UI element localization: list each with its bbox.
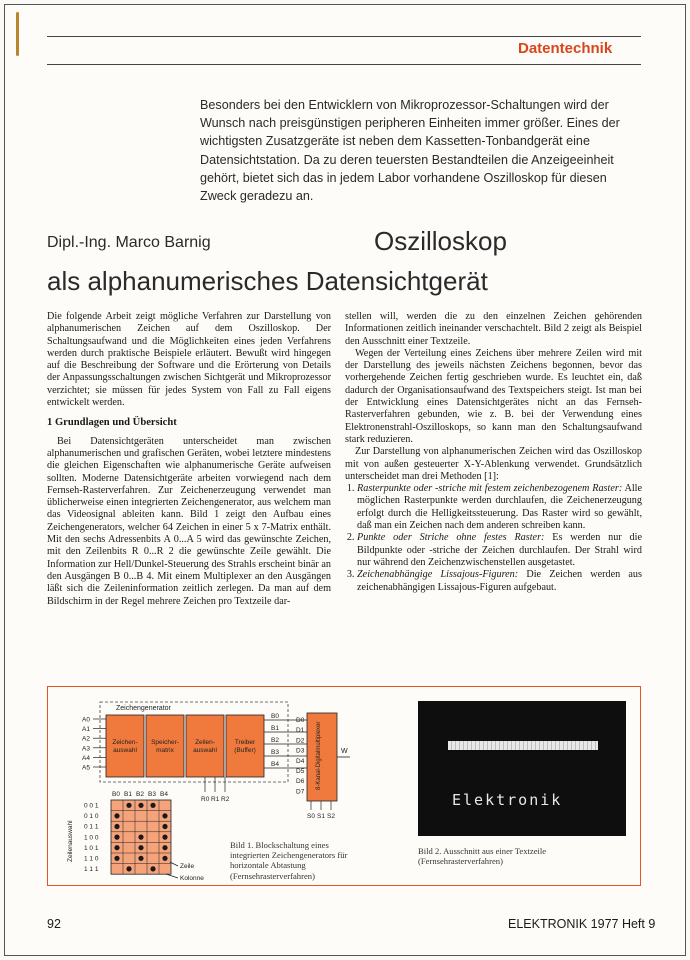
block-label: Zeilen-	[195, 739, 215, 746]
matrix-dot	[150, 866, 155, 871]
list-item-lead: Rasterpunkte oder -striche mit festem zeichenbezogenem Raster:	[357, 483, 623, 495]
address-input-label: A4	[82, 754, 90, 762]
block-row	[106, 715, 264, 777]
matrix-dot	[162, 845, 167, 850]
mux-select-label: S2	[327, 813, 335, 820]
list-item-lead: Zeichenabhängige Lissajous-Figuren:	[357, 569, 519, 581]
matrix-side-label: Zeilenauswahl	[67, 820, 74, 862]
mux-input-label: D1	[296, 727, 305, 735]
address-input-label: A5	[82, 764, 90, 772]
block-label: matrix	[156, 747, 174, 754]
matrix-dot	[138, 803, 143, 808]
journal-info: ELEKTRONIK 1977 Heft 9	[508, 917, 656, 931]
matrix-dot	[114, 813, 119, 818]
matrix-dot	[150, 803, 155, 808]
matrix-col-label: B0	[112, 791, 120, 798]
mux-input-label: D3	[296, 747, 305, 755]
page-number: 92	[47, 917, 61, 931]
matrix-row-label: 1 0 1	[84, 844, 99, 852]
output-b-label: B4	[271, 761, 279, 768]
address-input-label: A3	[82, 745, 90, 753]
address-input-label: A2	[82, 735, 90, 743]
matrix-dot	[114, 835, 119, 840]
generator-label: Zeichengenerator	[116, 705, 171, 712]
block-label: Treiber	[234, 739, 256, 746]
multiplexer-block	[307, 713, 337, 801]
matrix-dot	[114, 845, 119, 850]
address-input-label: A1	[82, 726, 90, 734]
matrix-row-label: 1 1 0	[84, 855, 99, 863]
matrix-dot	[138, 835, 143, 840]
matrix-col-label: B3	[148, 791, 156, 798]
output-b-label: B0	[271, 713, 279, 720]
list-item-text: Die Zeichen werden aus zeichenabhängigen Lissajous-Figuren aufgebaut.	[357, 569, 642, 593]
output-b-label: B3	[271, 749, 279, 756]
article-title-line2: als alphanumerisches Datensichtgerät	[47, 266, 488, 296]
block-speichermatrix	[146, 715, 184, 777]
matrix-row-label: 1 1 1	[84, 866, 99, 874]
row-input-label: R2	[221, 796, 230, 803]
intro-paragraph: Besonders bei den Entwicklern von Mikroprozessor-Schaltungen wird der Wunsch nach preisgünstigen peripheren Einheiten immer größer. Eines der wichtigsten Zusatzgeräte ist neben dem Kassetten-Tonbandgerät eine Datensichtstation. Da zu deren teuersten Bestandteilen die Anzeigeeinheit gehört, bietet sich das in jedem Labor vorhandene Oszilloskop für diesen Zweck geradezu an.	[200, 98, 620, 204]
matrix-col-label: B1	[124, 791, 132, 798]
row-input-label: R1	[211, 796, 220, 803]
matrix-dot	[114, 824, 119, 829]
output-b-label: B1	[271, 725, 279, 732]
matrix-dot	[162, 835, 167, 840]
matrix-row-label: 0 1 1	[84, 823, 99, 831]
address-input-label: A0	[82, 716, 90, 724]
mux-input-label: D6	[296, 778, 305, 786]
block-treiber	[226, 715, 264, 777]
matrix-dot	[114, 856, 119, 861]
row-input-label: R0	[201, 796, 210, 803]
matrix-row-label: 1 0 0	[84, 834, 99, 842]
block-label: auswahl	[113, 747, 137, 754]
matrix-dot	[162, 813, 167, 818]
label-kolonne: Kolonne	[180, 875, 204, 882]
block-label: auswahl	[193, 747, 217, 754]
list-item-lead: Punkte oder Striche ohne festes Raster:	[357, 532, 545, 544]
body-paragraph: Zur Darstellung von alphanumerischen Zeichen wird das Oszilloskop mit von außen gesteuerter X-Y-Ablenkung verwendet. Grundsätzlich unterscheidet man drei Methoden [1]:	[345, 446, 642, 482]
character-matrix	[84, 791, 171, 874]
mux-input-label: D2	[296, 737, 305, 745]
author: Dipl.-Ing. Marco Barnig	[47, 234, 211, 251]
mux-input-label: D0	[296, 717, 305, 724]
screen-text: Elektronik	[452, 791, 563, 809]
body-paragraph: Bei Datensichtgeräten unterscheidet man zwischen alphanumerischen und grafischen Geräten, wobei letztere mindestens die gleichen Eigenschaften wie alphanumerische Geräte aufweisen sollten. Moderne Datensichtgeräte arbeiten vorwiegend nach dem Fernseh-Rasterverfahren. Zur Zeichenerzeugung verwendet man üblicherweise einen integrierten Zeichengenerator, aus welchem man das Videosignal ableiten kann. Bild 1 zeigt den Aufbau eines Zeichengenerators, welcher 64 Zeichen in einer 5 x 7-Matrix enthält. Mit den sechs Adressenbits A 0...A 5 wird das gewünschte Zeichen, mit den Zeilenbits R 0...R 2 die gewünschte Zeile gewählt. Die Information zur Hell/Dunkel-Steuerung des Strahls erscheint binär an den Ausgängen B 0...B 4. Mit einem Multiplexer an den Ausgängen läßt sich die Zeileninformation zeitlich zerlegen. Da man auf dem Bildschirm in der Regel mehrere Zeichen pro Textzeile dar-	[47, 435, 331, 607]
list-item-text: Alle möglichen Rasterpunkte werden durchlaufen, die Zeichenerzeugung erfolgt durch die Helligkeitssteuerung. Das Raster wird so gewählt, daß man ein Zeichen nach dem anderen schreiben kann.	[357, 483, 642, 532]
matrix-row-label: 0 1 0	[84, 813, 99, 821]
block-label: Zeichen-	[112, 739, 138, 746]
oscilloscope-screen	[418, 701, 626, 836]
mux-select-label: S0	[307, 813, 315, 820]
mux-input-label: D5	[296, 768, 305, 775]
figure1-caption: Bild 1. Blockschaltung eines integrierten Zeichengenerators für horizontale Abtastung (Fernsehrasterverfahren)	[230, 840, 348, 881]
block-zeilenauswahl	[186, 715, 224, 777]
matrix-dot	[126, 866, 131, 871]
matrix-row-label: 0 0 1	[84, 802, 99, 810]
article-title-line1: Oszilloskop	[374, 226, 507, 256]
list-item-text: Es werden nur die Bildpunkte oder -striche der Zeichen durchlaufen. Der Strahl wird nur während den Zeichenzwischenstellen ausgetastet.	[357, 532, 642, 568]
mux-label: 8-Kanal-Digitalmultiplexer	[316, 721, 322, 790]
label-zeile: Zeile	[180, 863, 195, 870]
section-title: Datentechnik	[518, 40, 613, 57]
block-label: Speicher-	[151, 739, 179, 746]
scan-line-bar	[448, 741, 598, 750]
section-heading: 1 Grundlagen und Übersicht	[47, 417, 177, 429]
mux-input-label: D4	[296, 757, 305, 765]
kolonne-pointer	[166, 874, 178, 878]
block-label: (Buffer)	[234, 747, 256, 754]
body-paragraph: Wegen der Verteilung eines Zeichens über mehrere Zeilen wird mit der Darstellung des jeweils nächsten Zeichens begonnen, bevor das vorhergehende Zeichen fertig geschrieben wurde. Es leuchtet ein, daß dadurch der Organisationsaufwand des Textspeichers steigt. Ist man bei der Entwicklung eines Datensichtgerätes nicht an das Fernseh-Rasterverfahren gebunden, wie z. B. bei der Verwendung eines Elektronenstrahl-Oszilloskops, so kann man den Schaltungsaufwand stark reduzieren.	[345, 347, 642, 445]
mux-select-label: S1	[317, 813, 325, 820]
matrix-col-label: B4	[160, 791, 168, 798]
mux-input-label: D7	[296, 788, 305, 796]
abstract: Die folgende Arbeit zeigt mögliche Verfahren zur Darstellung von alphanumerischen Zeichen auf dem Oszilloskop. Der Schaltungsaufwand und die Möglichkeiten eines jeden Verfahrens werden durch praktische Beispiele erläutert. Bewußt wird hingegen auf die Beschreibung der Software und die Erörterung von Details der Anpassungsschaltungen zwischen Sichtgerät und Mikroprozessor verzichtet; sie müssen für jedes System von Fall zu Fall eigens entwickelt werden.	[47, 311, 331, 409]
matrix-col-label: B2	[136, 791, 144, 798]
matrix-dot	[138, 856, 143, 861]
output-b-label: B2	[271, 737, 279, 744]
figure2-caption: Bild 2. Ausschnitt aus einer Textzeile (Fernsehrasterverfahren)	[418, 846, 547, 867]
block-zeichenauswahl	[106, 715, 144, 777]
matrix-dot	[138, 845, 143, 850]
matrix-dot	[162, 824, 167, 829]
matrix-dot	[126, 803, 131, 808]
mux-output-label: W	[341, 748, 348, 755]
matrix-dot	[162, 856, 167, 861]
body-paragraph: stellen will, werden die zu den einzelnen Zeichen gehörenden Informationen zeitlich ineinander verschachtelt. Bild 2 zeigt als Beispiel den Ausschnitt einer Textzeile.	[345, 311, 642, 347]
